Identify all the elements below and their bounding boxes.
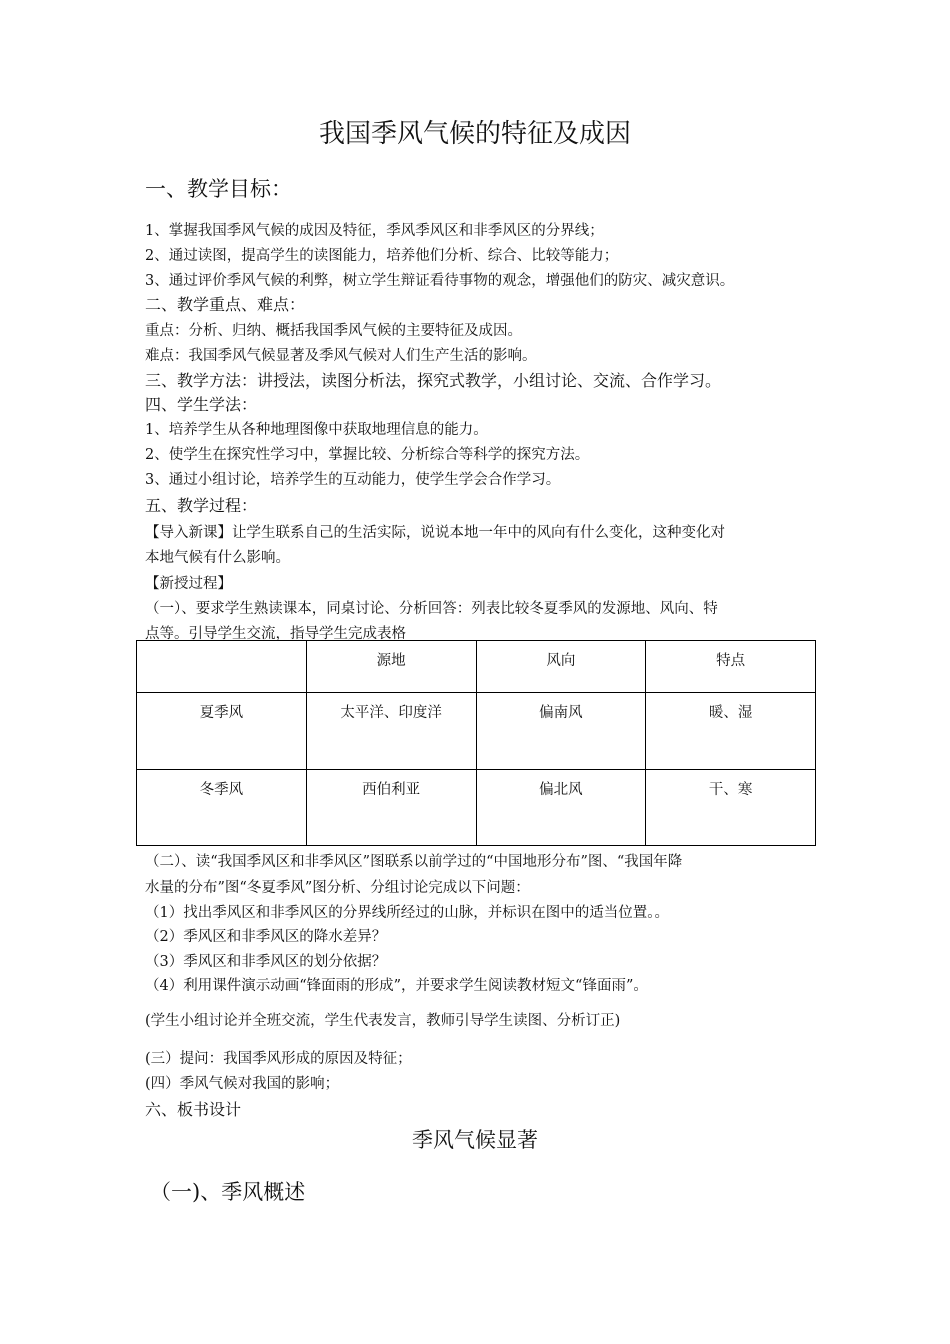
method-item: 1、培养学生从各种地理图像中获取地理信息的能力。 (145, 422, 488, 438)
part3-text: (三）提问：我国季风形成的原因及特征； (145, 1051, 412, 1067)
part2-text: 水量的分布”图“冬夏季风”图分析、分组讨论完成以下问题： (145, 880, 530, 896)
method-item: 3、通过小组讨论，培养学生的互动能力，使学生学会合作学习。 (145, 472, 561, 488)
key-point-text: 重点：分析、归纳、概括我国季风气候的主要特征及成因。 (145, 323, 522, 339)
table-header-cell: 源地 (306, 641, 476, 693)
table-cell: 太平洋、印度洋 (306, 693, 476, 770)
table-header-cell: 风向 (476, 641, 646, 693)
table-row (137, 693, 816, 770)
section-heading-process: 五、教学过程： (145, 496, 258, 515)
part1-text: 点等。引导学生交流，指导学生完成表格 (145, 626, 406, 642)
intro-text: 本地气候有什么影响。 (145, 550, 290, 566)
part1-text: （一）、要求学生熟读课本，同桌讨论、分析回答：列表比较冬夏季风的发源地、风向、特 (145, 601, 718, 617)
table-cell: 偏南风 (476, 693, 646, 770)
difficult-point-text: 难点：我国季风气候显著及季风气候对人们生产生活的影响。 (145, 348, 537, 364)
table-cell: 冬季风 (137, 770, 307, 846)
table-cell: 夏季风 (137, 693, 307, 770)
table-header-cell: 特点 (646, 641, 816, 693)
table-header-row (137, 641, 816, 693)
intro-text: 【导入新课】让学生联系自己的生活实际，说说本地一年中的风向有什么变化，这种变化对 (145, 525, 725, 541)
monsoon-comparison-table (136, 640, 816, 846)
table-header-cell (137, 641, 307, 693)
question-item: （4）利用课件演示动画“锋面雨的形成”，并要求学生阅读教材短文“锋面雨”。 (145, 978, 648, 994)
board-subheading: （一)、季风概述 (150, 1180, 306, 1204)
question-item: （1）找出季风区和非季风区的分界线所经过的山脉，并标识在图中的适当位置。。 (145, 905, 669, 921)
goal-item: 1、掌握我国季风气候的成因及特征，季风季风区和非季风区的分界线； (145, 223, 604, 239)
question-item: （3）季风区和非季风区的划分依据？ (145, 954, 387, 970)
document-title: 我国季风气候的特征及成因 (318, 119, 631, 149)
question-item: （2）季风区和非季风区的降水差异？ (145, 929, 387, 945)
table-cell: 偏北风 (476, 770, 646, 846)
board-title: 季风气候显著 (412, 1128, 538, 1152)
section-heading-key-points: 二、教学重点、难点： (145, 295, 306, 314)
part4-text: (四）季风气候对我国的影响； (145, 1076, 340, 1092)
section-heading-board: 六、板书设计 (145, 1100, 242, 1119)
new-lesson-label: 【新授过程】 (145, 576, 232, 592)
table-cell: 干、寒 (646, 770, 816, 846)
section-heading-goals: 一、教学目标： (145, 177, 292, 201)
table-cell: 西伯利亚 (306, 770, 476, 846)
section-heading-learning: 四、学生学法： (145, 395, 258, 414)
student-activity-note: (学生小组讨论并全班交流，学生代表发言，教师引导学生读图、分析订正) (145, 1013, 621, 1029)
table-row (137, 770, 816, 846)
table-cell: 暖、湿 (646, 693, 816, 770)
method-item: 2、使学生在探究性学习中，掌握比较、分析综合等科学的探究方法。 (145, 447, 590, 463)
section-heading-methods: 三、教学方法：讲授法，读图分析法，探究式教学，小组讨论、交流、合作学习。 (145, 371, 722, 390)
goal-item: 3、通过评价季风气候的利弊，树立学生辩证看待事物的观念，增强他们的防灾、减灾意识。 (145, 273, 735, 289)
part2-text: （二）、读“我国季风区和非季风区”图联系以前学过的“中国地形分布”图、“我国年降 (145, 854, 683, 870)
goal-item: 2、通过读图，提高学生的读图能力，培养他们分析、综合、比较等能力； (145, 248, 619, 264)
